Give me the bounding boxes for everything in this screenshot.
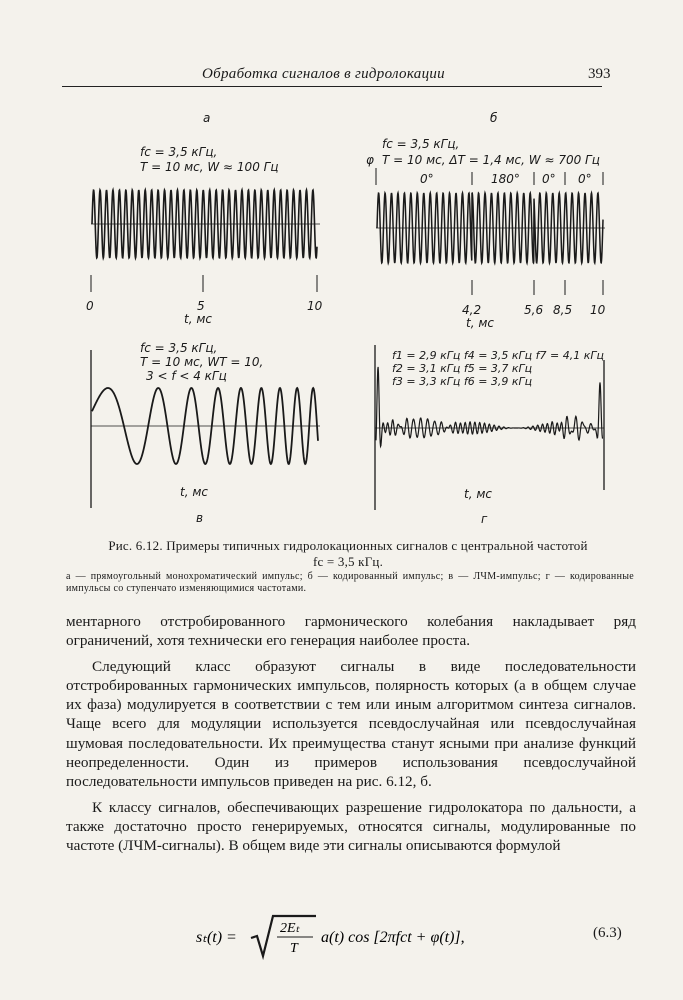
page-number: 393 xyxy=(588,66,611,82)
panel-a-tick-label-5: 5 xyxy=(197,299,205,313)
panel-a-letter: а xyxy=(203,111,211,125)
panel-d-axis-label: t, мс xyxy=(464,487,492,501)
panel-c-param-3: 3 < f < 4 кГц xyxy=(146,369,227,383)
formula-lhs: sₜ(t) = xyxy=(196,929,237,946)
formula-rhs: a(t) cos [2πfct + φ(t)], xyxy=(321,929,465,946)
panel-b xyxy=(366,111,606,330)
formula-denominator: T xyxy=(290,941,298,956)
panel-a-tick-label-10: 10 xyxy=(307,299,323,313)
panel-b-tick-label-8-5: 8,5 xyxy=(553,303,573,317)
panel-c-letter: в xyxy=(196,511,204,525)
panel-b-phase-3: 0° xyxy=(542,172,556,186)
panel-b-param-2: T = 10 мс, ΔT = 1,4 мс, W ≈ 700 Гц xyxy=(382,153,600,167)
panel-c-param-1: fc = 3,5 кГц, xyxy=(140,341,218,355)
formula-graphic xyxy=(196,912,516,962)
panel-b-letter: б xyxy=(490,111,498,125)
running-title: Обработка сигналов в гидролокации xyxy=(202,66,445,82)
panel-b-tick-label-4-2: 4,2 xyxy=(462,303,482,317)
paragraph-1: ментарного отстробированного гармонического колебания накладывает ряд ограничений, хотя технически его генерация наиболее проста. xyxy=(66,613,636,650)
panel-c-param-2: T = 10 мс, WT = 10, xyxy=(140,355,264,369)
panel-b-phase-1: 0° xyxy=(420,172,434,186)
panel-a-param-2: T = 10 мс, W ≈ 100 Гц xyxy=(140,160,279,174)
panel-b-phase-2: 180° xyxy=(491,172,520,186)
panel-d-freq-row-1: f1 = 2,9 кГц f4 = 3,5 кГц f7 = 4,1 кГц xyxy=(392,349,604,362)
panel-a-tick-label-0: 0 xyxy=(86,299,94,313)
panel-c xyxy=(91,341,320,525)
figure-caption-line-2: fc = 3,5 кГц. xyxy=(312,554,384,569)
paragraph-3: К классу сигналов, обеспечивающих разрешение гидролокатора по дальности, а также достаточно просто генерируемых, относятся сигналы, модулированные по частоте (ЛЧМ-сигналы). В общем виде эти сигналы описываются формулой xyxy=(66,798,636,855)
formula-number: (6.3) xyxy=(593,925,622,941)
panel-b-param-1: fc = 3,5 кГц, xyxy=(382,137,460,151)
panel-d-freq-row-3: f3 = 3,3 кГц f6 = 3,9 кГц xyxy=(392,375,533,388)
panel-a-axis-label: t, мс xyxy=(184,312,212,326)
paragraph-2: Следующий класс образуют сигналы в виде последовательности отстробированных гармонических импульсов, полярность которых (а в общем случае их фаза) модулируется в соответствии с тем или иным алгоритмом синтеза сигналов. Чаще всего для модуляции используется псевдослучайная или псевдослучайная шумовая последовательности. Их преимущества станут ясными при анализе функций неопределенности. Один из примеров использования псевдослучайной последовательности импульсов приведен на рис. 6.12, б. xyxy=(66,657,636,791)
panel-d xyxy=(375,345,604,526)
panel-d-letter: г xyxy=(481,512,488,526)
figure-caption-title xyxy=(88,538,608,570)
body-text xyxy=(66,612,636,856)
formula-numerator: 2Eₜ xyxy=(280,921,300,936)
panel-d-freq-row-2: f2 = 3,1 кГц f5 = 3,7 кГц xyxy=(392,362,533,375)
formula-6-3 xyxy=(196,912,516,967)
panel-b-tick-label-5-6: 5,6 xyxy=(524,303,544,317)
panel-b-phase-4: 0° xyxy=(578,172,592,186)
panel-b-axis-label: t, мс xyxy=(466,316,494,330)
panel-b-tick-label-10: 10 xyxy=(590,303,606,317)
panel-c-axis-label: t, мс xyxy=(180,485,208,499)
figure-caption-line-1: Рис. 6.12. Примеры типичных гидролокационных сигналов с центральной частотой xyxy=(108,538,588,553)
panel-a-param-1: fc = 3,5 кГц, xyxy=(140,145,218,159)
panel-a xyxy=(86,111,323,326)
panel-b-phi: φ xyxy=(366,153,374,167)
figure-caption-legend: а — прямоугольный монохроматический импульс; б — кодированный импульс; в — ЛЧМ-импульс; г — кодированные импульсы со ступенчато изменяющимися частотами. xyxy=(66,571,634,594)
